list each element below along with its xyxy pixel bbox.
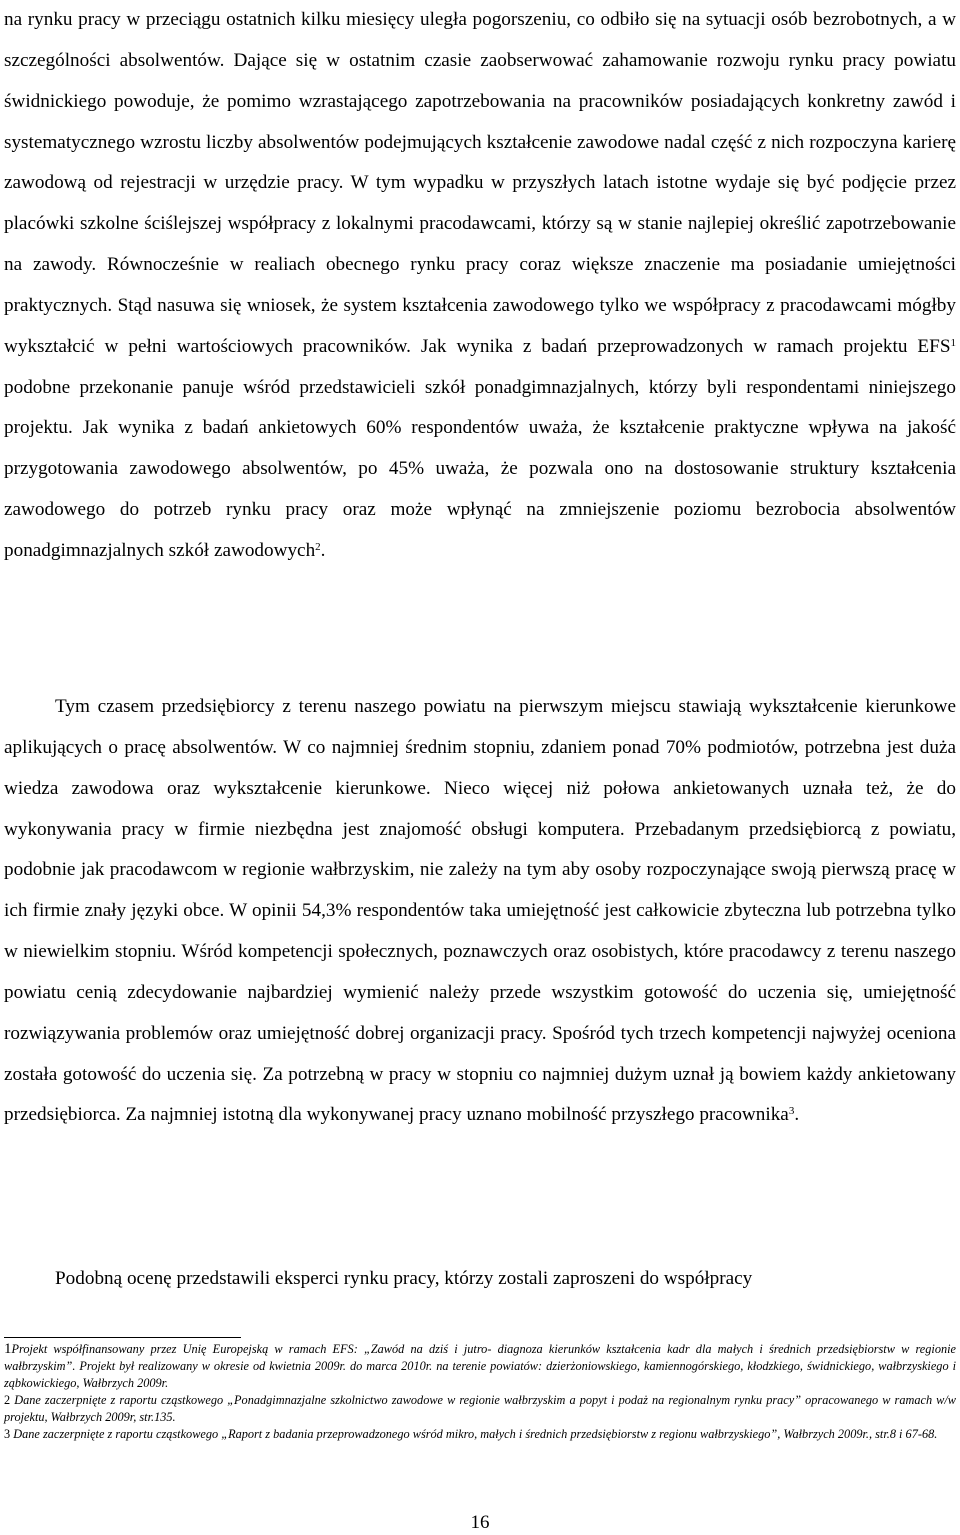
paragraph-2-end: . <box>794 1104 800 1126</box>
footnote-1 <box>4 1341 956 1392</box>
paragraph-2-text: Tym czasem przedsiębiorcy z terenu naszego powiatu na pierwszym miejscu stawiają wykształcenie kierunkowe aplikujących o pracę absolwentów. W co najmniej średnim stopniu, zdaniem ponad 70% podmiotów, potrzebna jest duża wiedza zawodowa oraz wykształcenie kierunkowe. Nieco więcej niż połowa ankietowanych uznała też, że do wykonywania pracy w firmie niezbędna jest znajomość obsługi komputera. Przebadanym przedsiębiorcą z powiatu, podobnie jak pracodawcom w regionie wałbrzyskim, nie zależy na tym aby osoby rozpoczynające swoją pierwszą pracę w ich firmie znały języki obce. W opinii 54,3% respondentów taka umiejętność jest całkowicie zbyteczna lub potrzebna tylko w niewielkim stopniu. Wśród kompetencji społecznych, poznawczych oraz osobistych, które pracodawcy z terenu naszego powiatu cenią zdecydowanie najbardziej wymienić należy przede wszystkim gotowość do uczenia się, umiejętność rozwiązywania problemów oraz umiejętność dobrej organizacji pracy. Spośród tych trzech kompetencji najwyżej oceniona została gotowość do uczenia się. Za potrzebną w pracy w stopniu co najmniej dużym uznał ją bowiem każdy ankietowany przedsiębiorca. Za najmniej istotną dla wykonywanej pracy uznano mobilność przyszłego pracownika <box>4 696 956 1126</box>
body-paragraph-1 <box>4 0 956 572</box>
footnote-ref-3[interactable]: 3 <box>788 1105 795 1118</box>
page-number: 16 <box>470 1512 490 1533</box>
footnote-1-number: 1 <box>4 1341 12 1357</box>
footnote-1-text: Projekt współfinansowany przez Unię Europejską w ramach EFS: „Zawód na dziś i jutro- diagnoza kierunków kształcenia kadr dla małych i średnich przedsiębiorstw w regionie wałbrzyskim”. Projekt był realizowany w okresie od kwietnia 2009r. do marca 2010r. na terenie powiatów: dzierżoniowskiego, kamiennogórskiego, kłodzkiego, świdnickiego, wałbrzyskiego i ząbkowickiego, Wałbrzych 2009r. <box>4 1342 956 1391</box>
body-paragraph-2 <box>4 687 956 1136</box>
footnote-3-number: 3 <box>4 1427 11 1442</box>
footnote-3 <box>4 1426 956 1443</box>
footnote-2-number: 2 <box>4 1393 11 1408</box>
paragraph-1-text-a: na rynku pracy w przeciągu ostatnich kilku miesięcy uległa pogorszeniu, co odbiło się na sytuacji osób bezrobotnych, a w szczególności absolwentów. Dające się w ostatnim czasie zaobserwować zahamowanie rozwoju rynku pracy powiatu świdnickiego powoduje, że pomimo wzrastającego zapotrzebowania na pracowników posiadających konkretny zawód i systematycznego wzrostu liczby absolwentów podejmujących kształcenie zawodowe nadal część z nich rozpoczyna karierę zawodową od rejestracji w urzędzie pracy. W tym wypadku w przyszłych latach istotne wydaje się być podjęcie przez placówki szkolne ściślejszej współpracy z lokalnymi pracodawcami, którzy są w stanie najlepiej określić zapotrzebowanie na zawody. Równocześnie w realiach obecnego rynku pracy coraz większe znaczenie ma posiadanie umiejętności praktycznych. Stąd nasuwa się wniosek, że system kształcenia zawodowego tylko we współpracy z pracodawcami mógłby wykształcić w pełni wartościowych pracowników. Jak wynika z badań przeprowadzonych w ramach projektu EFS <box>4 9 956 357</box>
footnote-2 <box>4 1392 956 1426</box>
footnote-2-text: Dane zaczerpnięte z raportu cząstkowego „Ponadgimnazjalne szkolnictwo zawodowe w regionie wałbrzyskim a popyt i podaż na regionalnym rynku pracy” opracowanego w ramach w/w projektu, Wałbrzych 2009r, str.135. <box>4 1393 957 1425</box>
paragraph-3-text: Podobną ocenę przedstawili eksperci rynku pracy, którzy zostali zaproszeni do współpracy <box>55 1268 753 1289</box>
footnote-ref-1[interactable]: 1 <box>950 336 956 349</box>
footnote-ref-2[interactable]: 2 <box>315 540 321 553</box>
footnotes-section <box>4 1341 956 1444</box>
paragraph-1-text-b: podobne przekonanie panuje wśród przedstawicieli szkół ponadgimnazjalnych, którzy byli respondentami niniejszego projektu. Jak wynika z badań ankietowych 60% respondentów uważa, że kształcenie praktyczne wpływa na jakość przygotowania zawodowego absolwentów, po 45% uważa, że pozwala ono na dostosowanie struktury kształcenia zawodowego do potrzeb rynku pracy oraz może wpłynąć na zmniejszenie poziomu bezrobocia absolwentów ponadgimnazjalnych szkół zawodowych <box>4 376 956 561</box>
footnote-3-text: Dane zaczerpnięte z raportu cząstkowego „Raport z badania przeprowadzonego wśród mikro, małych i średnich przedsiębiorstw z regionu wałbrzyskiego”, Wałbrzych 2009r., str.8 i 67-68. <box>13 1427 938 1442</box>
paragraph-1-text-c: . <box>320 539 326 561</box>
body-paragraph-3 <box>4 1259 956 1300</box>
footnote-separator <box>4 1337 241 1338</box>
